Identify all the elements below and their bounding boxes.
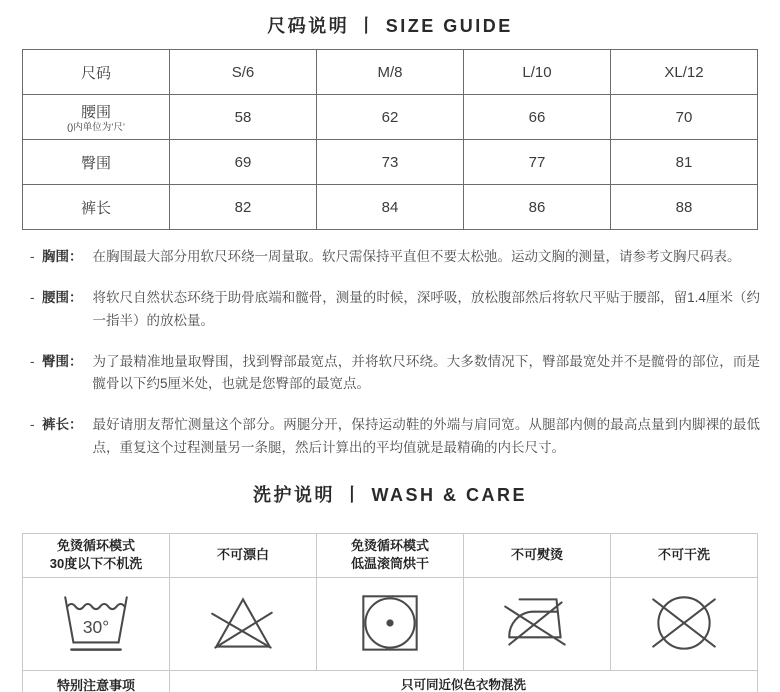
size-table-header-l: L/10 (464, 50, 611, 95)
special-note-text: 只可同近似色衣物混洗 (400, 678, 526, 692)
title-separator: 丨 (342, 484, 364, 505)
size-table-row-hip (23, 140, 758, 185)
row-sublabel-unit: ()内单位为’尺’ (66, 121, 126, 133)
hip-value-s: 69 (170, 140, 317, 185)
wash-head-line1: 免烫循环模式 (350, 537, 429, 553)
size-table-header-xl: XL/12 (611, 50, 758, 95)
bullet-dash: - (30, 249, 35, 264)
size-guide-title-en: SIZE GUIDE (385, 16, 513, 36)
size-table-header-row (23, 50, 758, 95)
wash-head-line2: 30度以下不机洗 (49, 556, 143, 572)
length-value-l: 86 (464, 185, 611, 230)
note-label-bust: 胸围： (42, 249, 83, 264)
wash-30-gentle-icon (56, 591, 136, 657)
hip-value-l: 77 (464, 140, 611, 185)
title-separator: 丨 (357, 16, 378, 36)
waist-value-s: 58 (170, 95, 317, 140)
length-value-m: 84 (317, 185, 464, 230)
wash-care-title-en: WASH & CARE (371, 484, 527, 505)
row-label-hip: 臀围 (80, 154, 111, 172)
wash-head-no-dry-clean (611, 533, 758, 577)
special-note-label: 特别注意事项 (56, 677, 135, 692)
row-label-waist: 腰围 (80, 103, 111, 121)
note-text-bust: 在胸围最大部分用软尺环绕一周量取。软尺需保持平直但不要太松弛。运动文胸的测量，请参考文胸尺码表。 (92, 249, 741, 264)
note-waist (30, 287, 760, 332)
hip-value-xl: 81 (611, 140, 758, 185)
wash-care-table (22, 533, 758, 692)
measurement-notes (30, 246, 760, 459)
note-label-waist: 腰围： (42, 290, 83, 306)
note-label-hip: 臀围： (42, 353, 83, 369)
note-bust (30, 246, 760, 268)
waist-value-xl: 70 (611, 95, 758, 140)
note-pant-length (30, 414, 760, 459)
row-label-pant-length: 裤长 (80, 199, 111, 217)
wash-head-machine-wash (23, 533, 170, 577)
length-value-s: 82 (170, 185, 317, 230)
hip-value-m: 73 (317, 140, 464, 185)
wash-table-note-row (23, 670, 758, 692)
bullet-dash: - (30, 353, 35, 369)
wash-table-header-row (23, 533, 758, 577)
length-value-xl: 88 (611, 185, 758, 230)
size-table-header-s: S/6 (170, 50, 317, 95)
do-not-bleach-icon (203, 591, 283, 657)
do-not-iron-icon (497, 591, 577, 657)
size-guide-title-zh: 尺码说明 (267, 16, 350, 36)
bullet-dash: - (30, 417, 35, 433)
bullet-dash: - (30, 290, 35, 306)
wash-head-tumble-dry (317, 533, 464, 577)
note-label-pant-length: 裤长： (42, 417, 83, 433)
wash-care-title (0, 481, 780, 507)
waist-value-m: 62 (317, 95, 464, 140)
wash-head-line1: 不可干洗 (657, 546, 710, 562)
wash-head-line2: 低温滚筒烘干 (350, 556, 429, 572)
size-table-header-size: 尺码 (23, 50, 170, 95)
note-hip (30, 351, 760, 396)
do-not-dry-clean-icon (644, 591, 724, 657)
wash-head-line1: 不可漂白 (216, 546, 269, 562)
size-table-row-pant-length (23, 185, 758, 230)
wash-table-icon-row (23, 577, 758, 670)
size-table-row-waist (23, 95, 758, 140)
note-text-pant-length: 最好请朋友帮忙测量这个部分。两腿分开，保持运动鞋的外端与肩同宽。从腿部内侧的最高点量到内脚裸的最低点，重复这个过程测量另一条腿，然后计算出的平均值就是最精确的内长尺寸。 (92, 417, 760, 455)
size-table-header-m: M/8 (317, 50, 464, 95)
note-text-waist: 将软尺自然状态环绕于助骨底端和髋骨，测量的时候，深呼吸，放松腹部然后将软尺平贴于腰部，留1.4厘米（约一指半）的放松量。 (92, 290, 760, 328)
tumble-dry-low-icon (350, 591, 430, 657)
size-table (22, 49, 758, 230)
wash-care-title-zh: 洗护说明 (252, 484, 335, 505)
waist-value-l: 66 (464, 95, 611, 140)
size-guide-title (0, 0, 780, 38)
note-text-hip: 为了最精准地量取臀围，找到臀部最宽点，并将软尺环绕。大多数情况下，臀部最宽处并不是髋骨的部位，而是髋骨以下约5厘米处，也就是您臀部的最宽点。 (92, 353, 760, 392)
wash-head-no-bleach (170, 533, 317, 577)
wash-head-no-iron (464, 533, 611, 577)
wash-head-line1: 免烫循环模式 (56, 537, 135, 553)
svg-text:30°: 30° (82, 617, 110, 638)
wash-head-line1: 不可熨烫 (510, 546, 563, 562)
